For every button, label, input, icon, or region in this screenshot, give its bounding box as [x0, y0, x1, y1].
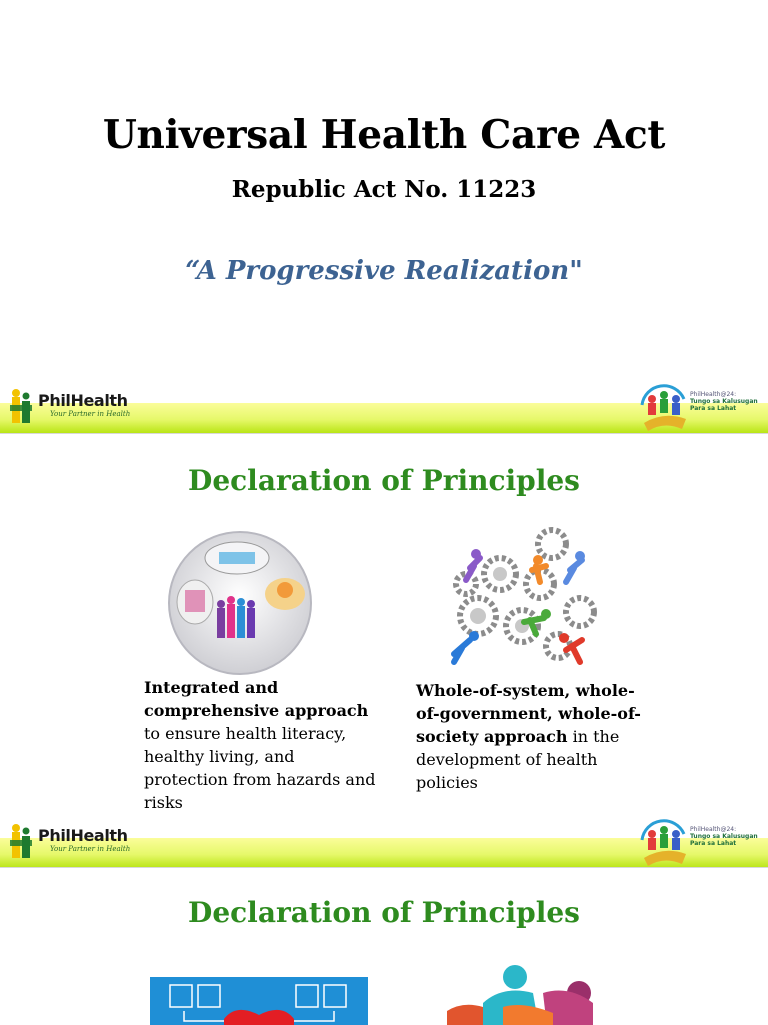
philhealth24-logo	[638, 810, 766, 866]
philhealth-tagline: Your Partner in Health	[50, 410, 131, 418]
philhealth-name: PhilHealth	[38, 391, 128, 410]
slide-tagline: “A Progressive Realization"	[185, 256, 583, 286]
slide-principles-1	[0, 433, 768, 868]
principle-description: to ensure health literacy, healthy living, and protection from hazards and risks	[144, 724, 376, 812]
philhealth-logo	[10, 387, 150, 427]
philhealth24-logo	[638, 375, 766, 431]
slide-footer	[0, 381, 768, 433]
philhealth24-line2: Para sa Lahat	[690, 840, 737, 847]
health-network-illustration	[150, 977, 368, 1025]
slide-footer	[0, 816, 768, 868]
principle-title: Integrated and comprehensive approach	[144, 678, 369, 720]
teamwork-people-illustration	[443, 963, 603, 1025]
principle-description: in the development of health policies	[416, 727, 620, 792]
slide-heading: Declaration of Principles	[188, 464, 580, 497]
slide-heading: Declaration of Principles	[188, 896, 580, 929]
gears-teamwork-illustration	[440, 522, 610, 672]
philhealth24-title: PhilHealth@24:	[690, 391, 737, 398]
slide-principles-2	[0, 867, 768, 1025]
philhealth-tagline: Your Partner in Health	[50, 845, 131, 853]
philhealth24-line1: Tungo sa Kalusugan	[690, 398, 758, 405]
slide-title-heading: Universal Health Care Act	[102, 112, 666, 158]
philhealth-logo	[10, 822, 150, 862]
philhealth24-emblem-icon	[638, 375, 690, 431]
philhealth24-text	[690, 391, 766, 412]
health-literacy-illustration	[167, 530, 313, 676]
philhealth24-text	[690, 826, 766, 847]
philhealth24-emblem-icon	[638, 810, 690, 866]
philhealth24-line2: Para sa Lahat	[690, 405, 737, 412]
philhealth24-line1: Tungo sa Kalusugan	[690, 833, 758, 840]
principle-whole-of-system	[416, 679, 646, 794]
principle-integrated-approach	[144, 676, 380, 814]
slide-title	[0, 0, 768, 433]
philhealth-mark-icon	[10, 387, 38, 427]
philhealth-mark-icon	[10, 822, 38, 862]
philhealth24-title: PhilHealth@24:	[690, 826, 737, 833]
philhealth-name: PhilHealth	[38, 826, 128, 845]
principle-title: Whole-of-system, whole-of-government, whole-of-society approach	[416, 681, 641, 746]
slide-subtitle: Republic Act No. 11223	[231, 176, 537, 203]
